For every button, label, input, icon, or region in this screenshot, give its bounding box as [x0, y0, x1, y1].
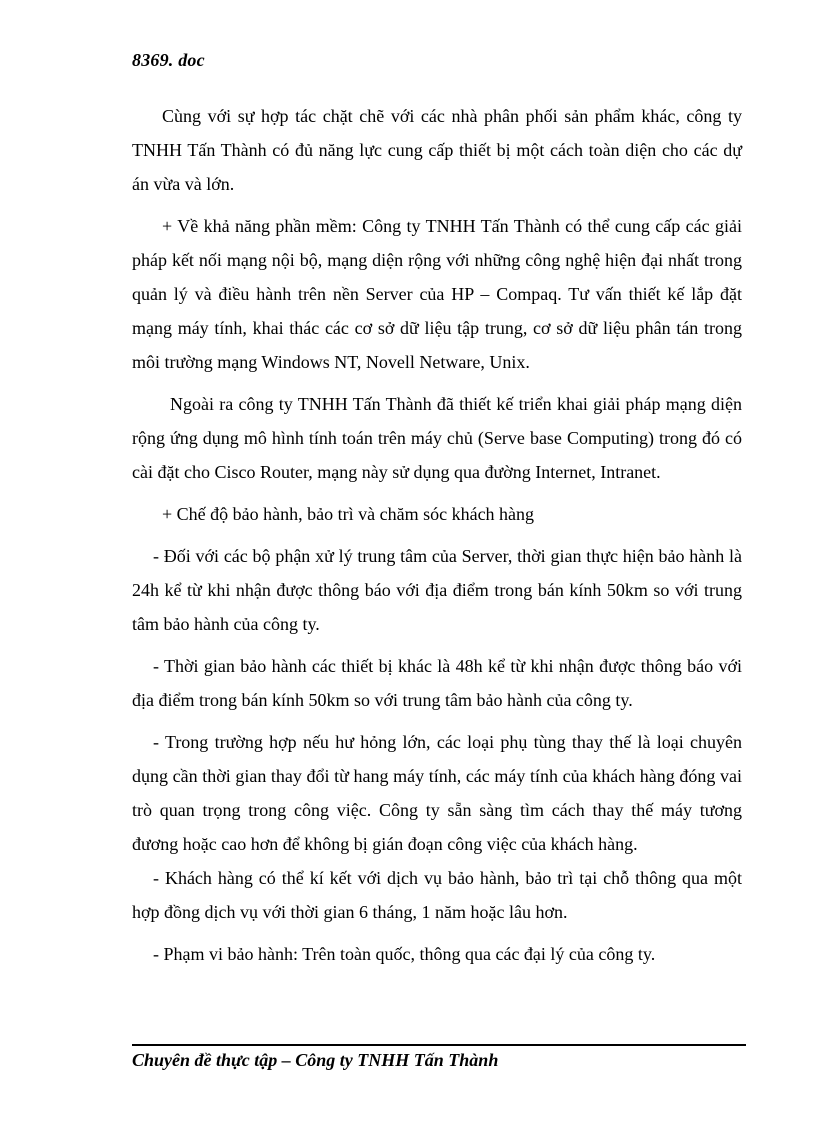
paragraph-warranty-major-damage: - Trong trường hợp nếu hư hỏng lớn, các loại phụ tùng thay thế là loại chuyên dụng cần thời gian thay đổi từ hang máy tính, các máy tính của khách hàng đóng vai trò quan trọng trong công việc. Công ty sẵn sàng tìm cách thay thế máy tương đương hoặc cao hơn để không bị gián đoạn công việc của khách hàng.: [132, 732, 742, 854]
paragraph-cooperation: Cùng với sự hợp tác chặt chẽ với các nhà phân phối sản phẩm khác, công ty TNHH Tấn Thành có đủ năng lực cung cấp thiết bị một cách toàn diện cho các dự án vừa và lớn.: [132, 106, 742, 194]
document-footer: Chuyên đề thực tập – Công ty TNHH Tấn Thành: [132, 1050, 499, 1070]
paragraph-warranty-heading: + Chế độ bảo hành, bảo trì và chăm sóc khách hàng: [162, 504, 535, 524]
paragraph-warranty-contract: - Khách hàng có thể kí kết với dịch vụ bảo hành, bảo trì tại chỗ thông qua một hợp đồng dịch vụ với thời gian 6 tháng, 1 năm hoặc lâu hơn.: [132, 868, 742, 922]
paragraph-software-capability: + Về khả năng phần mềm: Công ty TNHH Tấn Thành có thể cung cấp các giải pháp kết nối mạng nội bộ, mạng diện rộng với những công nghệ hiện đại nhất trong quản lý và điều hành trên nền Server của HP – Compaq. Tư vấn thiết kế lắp đặt mạng máy tính, khai thác các cơ sở dữ liệu tập trung, cơ sở dữ liệu phân tán trong môi trường mạng Windows NT, Novell Netware, Unix.: [132, 216, 742, 372]
paragraph-warranty-other-devices: - Thời gian bảo hành các thiết bị khác là 48h kể từ khi nhận được thông báo với địa điểm trong bán kính 50km so với trung tâm bảo hành của công ty.: [132, 656, 742, 710]
paragraph-warranty-server: - Đối với các bộ phận xử lý trung tâm của Server, thời gian thực hiện bảo hành là 24h kể từ khi nhận được thông báo với địa điểm trong bán kính 50km so với trung tâm bảo hành của công ty.: [132, 546, 742, 634]
document-filename: 8369. doc: [132, 50, 205, 70]
paragraph-wan-solution: Ngoài ra công ty TNHH Tấn Thành đã thiết kế triển khai giải pháp mạng diện rộng ứng dụng mô hình tính toán trên máy chủ (Serve base Computing) trong đó có cài đặt cho Cisco Router, mạng này sử dụng qua đường Internet, Intranet.: [132, 394, 742, 482]
footer-divider: [132, 1044, 746, 1046]
paragraph-warranty-scope: - Phạm vi bảo hành: Trên toàn quốc, thông qua các đại lý của công ty.: [153, 944, 656, 964]
document-body: [132, 99, 742, 979]
